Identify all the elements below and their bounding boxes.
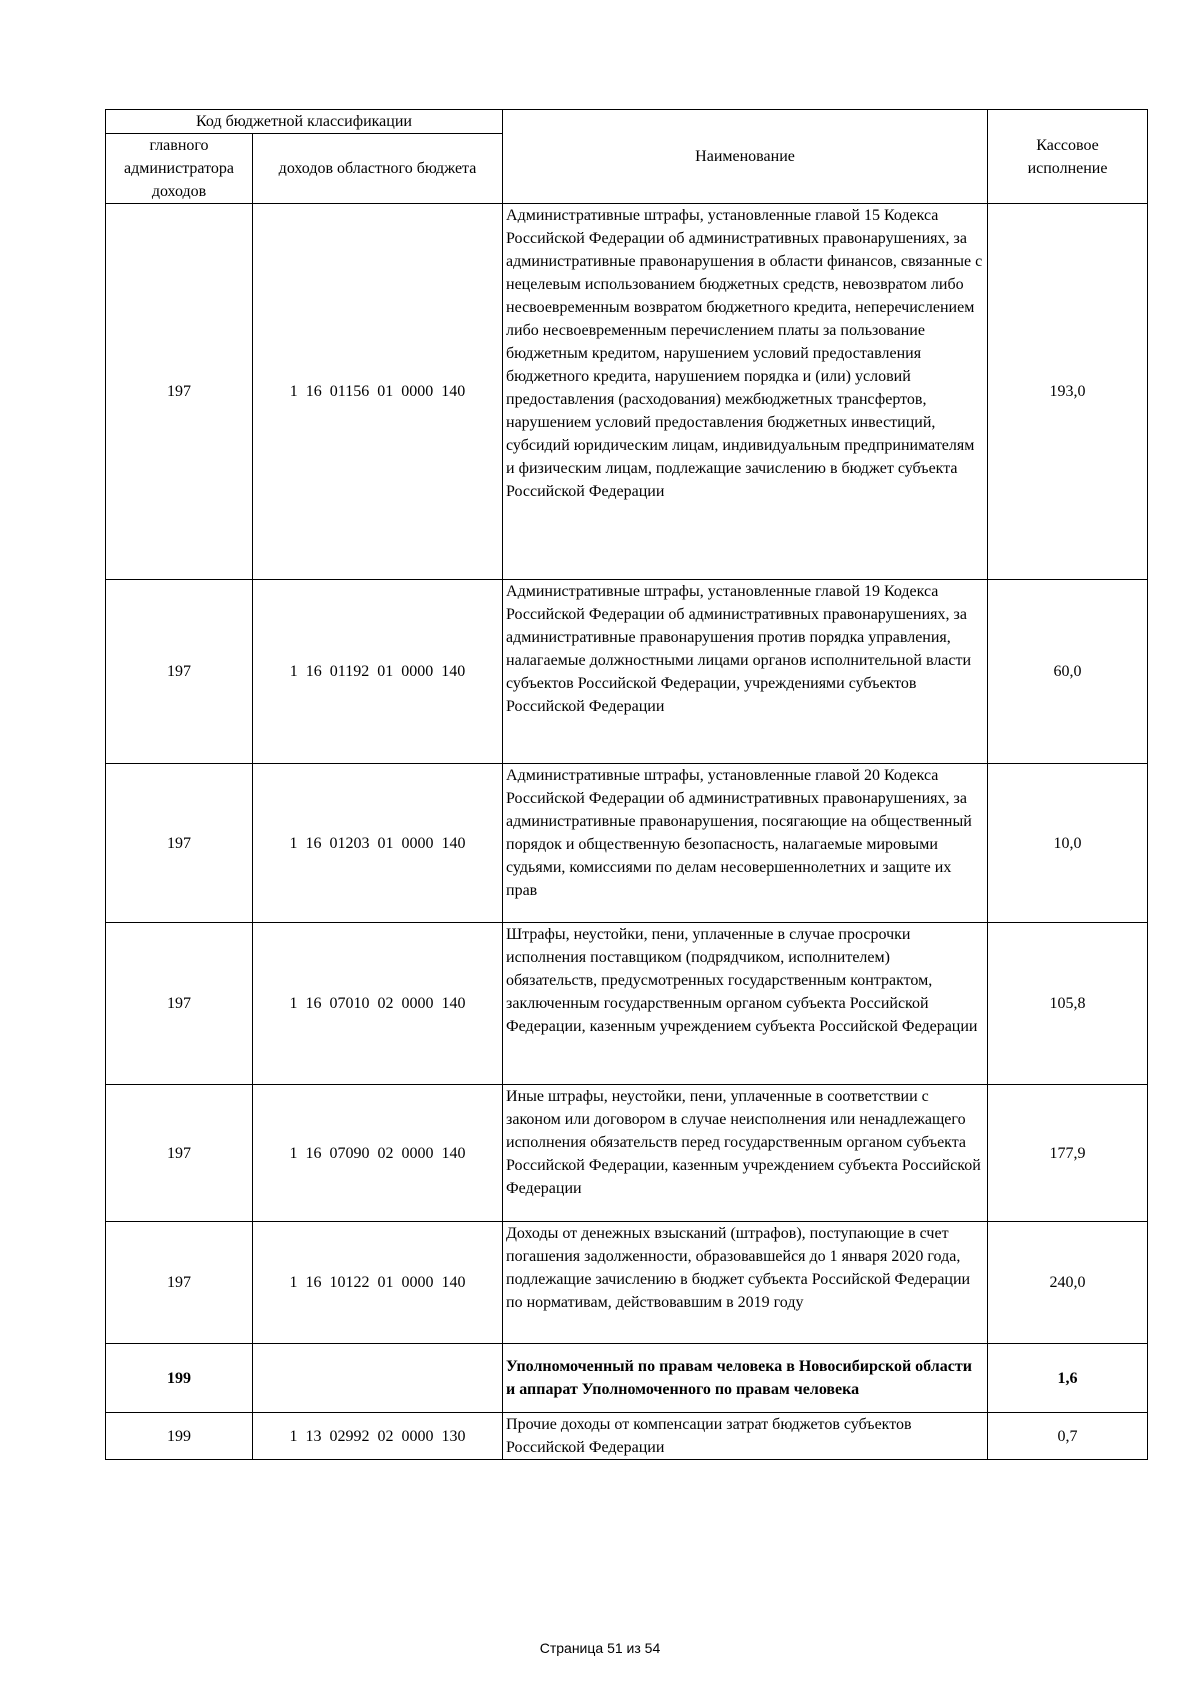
header-income-code: доходов областного бюджета [253,134,503,204]
amount-cell: 10,0 [988,764,1148,923]
amount-cell: 240,0 [988,1222,1148,1344]
table-row [106,1085,1148,1222]
header-name: Наименование [503,110,988,204]
table-row [106,204,1148,580]
table-row [106,1413,1148,1460]
name-cell: Доходы от денежных взысканий (штрафов), поступающие в счет погашения задолженности, образовавшейся до 1 января 2020 года, подлежащие зачислению в бюджет субъекта Российской Федерации по нормативам, действовавшим в 2019 году [503,1222,988,1344]
table-row [106,580,1148,764]
name-cell: Административные штрафы, установленные главой 19 Кодекса Российской Федерации об административных правонарушениях, за административные правонарушения против порядка управления, налагаемые должностными лицами органов исполнительной власти субъектов Российской Федерации, учреждениями субъектов Российской Федерации [503,580,988,764]
name-cell: Штрафы, неустойки, пени, уплаченные в случае просрочки исполнения поставщиком (подрядчиком, исполнителем) обязательств, предусмотренных государственным контрактом, заключенным государственным органом субъекта Российской Федерации, казенным учреждением субъекта Российской Федерации [503,923,988,1085]
name-cell: Административные штрафы, установленные главой 15 Кодекса Российской Федерации об административных правонарушениях, за административные правонарушения в области финансов, связанные с нецелевым использованием бюджетных средств, невозвратом либо несвоевременным возвратом бюджетного кредита, неперечислением либо несвоевременным перечислением платы за пользование бюджетным кредитом, нарушением условий предоставления бюджетного кредита, нарушением порядка и (или) условий предоставления (расходования) межбюджетных трансфертов, нарушением условий предоставления бюджетных инвестиций, субсидий юридическим лицам, индивидуальным предпринимателям и физическим лицам, подлежащие зачислению в бюджет субъекта Российской Федерации [503,204,988,580]
income-code-cell: 1 16 10122 01 0000 140 [253,1222,503,1344]
table-row [106,923,1148,1085]
income-code-cell: 1 16 01156 01 0000 140 [253,204,503,580]
admin-code-cell: 199 [106,1413,253,1460]
table-row [106,1222,1148,1344]
table-row [106,1344,1148,1413]
amount-cell: 177,9 [988,1085,1148,1222]
name-cell: Уполномоченный по правам человека в Новосибирской области и аппарат Уполномоченного по правам человека [503,1344,988,1413]
income-code-cell: 1 16 07090 02 0000 140 [253,1085,503,1222]
admin-code-cell: 197 [106,580,253,764]
income-code-cell: 1 16 01203 01 0000 140 [253,764,503,923]
header-admin: главного администратора доходов [106,134,253,204]
name-cell: Иные штрафы, неустойки, пени, уплаченные в соответствии с законом или договором в случае неисполнения или ненадлежащего исполнения обязательств перед государственным органом субъекта Российской Федерации, казенным учреждением субъекта Российской Федерации [503,1085,988,1222]
income-code-cell: 1 16 07010 02 0000 140 [253,923,503,1085]
name-cell: Прочие доходы от компенсации затрат бюджетов субъектов Российской Федерации [503,1413,988,1460]
admin-code-cell: 197 [106,1085,253,1222]
income-code-cell [253,1344,503,1413]
amount-cell: 0,7 [988,1413,1148,1460]
name-cell: Административные штрафы, установленные главой 20 Кодекса Российской Федерации об административных правонарушениях, за административные правонарушения, посягающие на общественный порядок и общественную безопасность, налагаемые мировыми судьями, комиссиями по делам несовершеннолетних и защите их прав [503,764,988,923]
header-amount: Кассовое исполнение [988,110,1148,204]
table-body [106,204,1148,1460]
page-footer: Страница 51 из 54 [539,1640,661,1656]
amount-cell: 193,0 [988,204,1148,580]
income-code-cell: 1 16 01192 01 0000 140 [253,580,503,764]
admin-code-cell: 197 [106,923,253,1085]
admin-code-cell: 199 [106,1344,253,1413]
admin-code-cell: 197 [106,1222,253,1344]
income-code-cell: 1 13 02992 02 0000 130 [253,1413,503,1460]
amount-cell: 60,0 [988,580,1148,764]
amount-cell: 105,8 [988,923,1148,1085]
revenue-table [105,109,1148,1460]
admin-code-cell: 197 [106,204,253,580]
admin-code-cell: 197 [106,764,253,923]
amount-cell: 1,6 [988,1344,1148,1413]
table-row [106,764,1148,923]
header-kbk: Код бюджетной классификации [106,110,503,134]
